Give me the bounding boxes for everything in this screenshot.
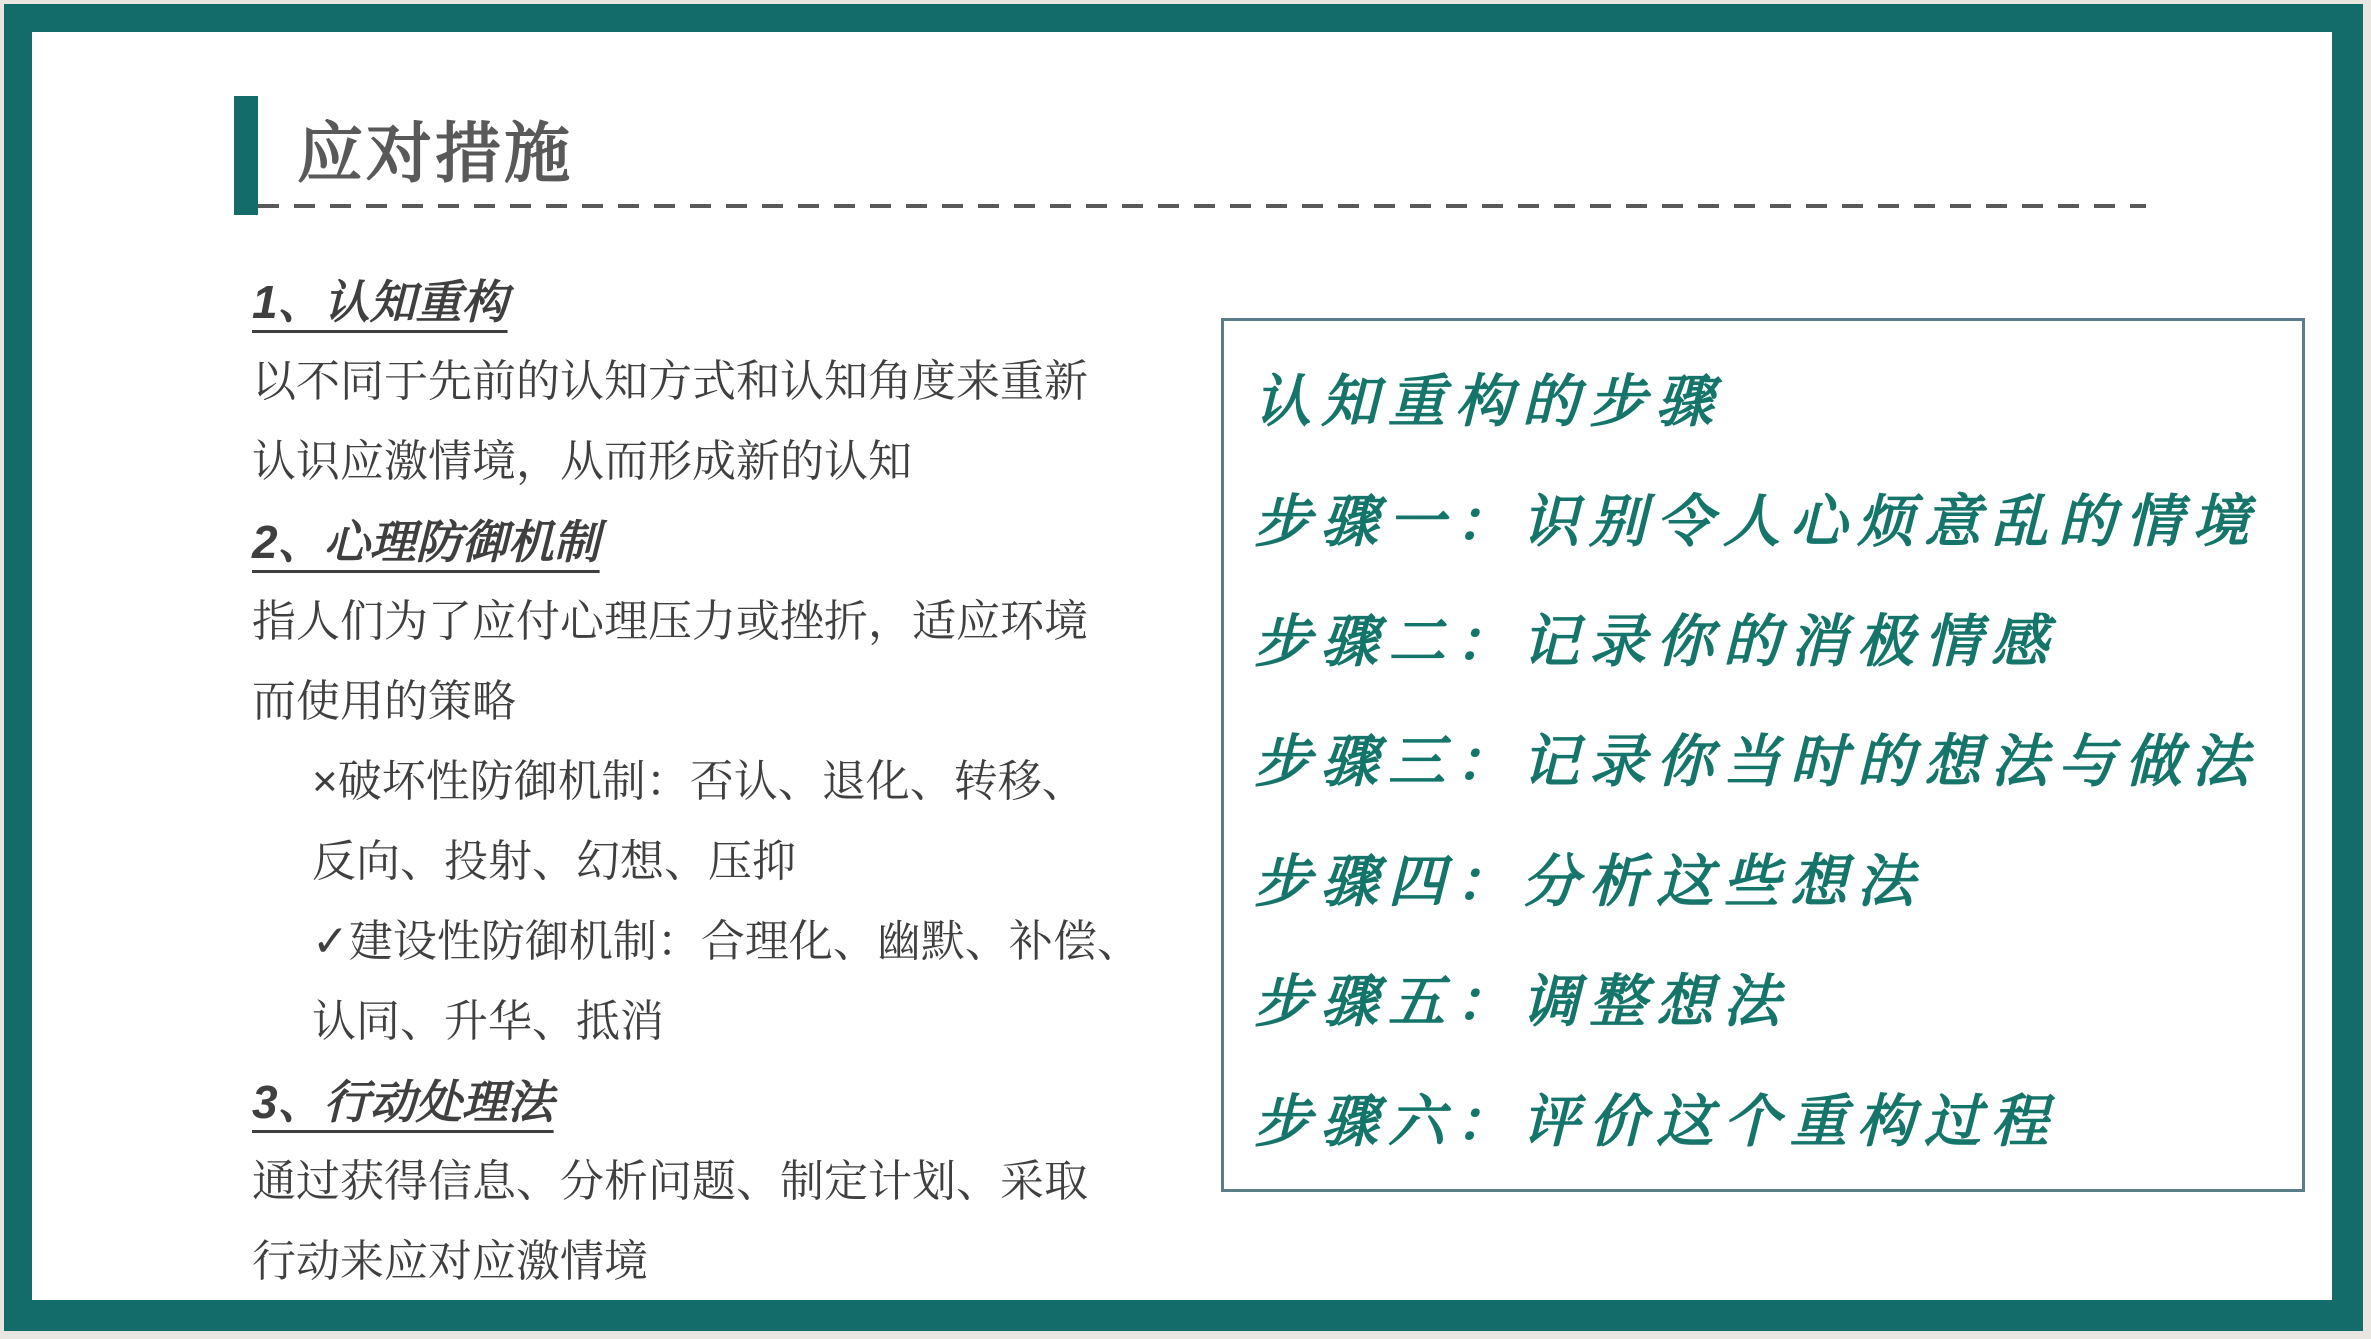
section-1-heading: 1、认知重构 [252,276,508,328]
title-accent-bar [234,96,258,215]
section-3-line: 通过获得信息、分析问题、制定计划、采取 [252,1157,1088,1206]
steps-box-title: 认知重构的步骤 [1254,371,1723,434]
section-3-heading: 3、行动处理法 [252,1076,554,1128]
content-column [252,262,1152,1302]
section-2-subline-destructive: ×破坏性防御机制：否认、退化、转移、 [312,757,1086,806]
step-2: 步骤二：记录你的消极情感 [1254,611,2058,674]
step-5: 步骤五：调整想法 [1254,971,1790,1034]
section-3-line: 行动来应对应激情境 [252,1237,648,1286]
step-3: 步骤三：记录你当时的想法与做法 [1254,731,2259,794]
step-1: 步骤一：识别令人心烦意乱的情境 [1254,491,2259,554]
section-2-line: 指人们为了应付心理压力或挫折，适应环境 [252,597,1088,646]
section-2-heading: 2、心理防御机制 [252,516,600,568]
section-2-subline: 认同、升华、抵消 [312,997,664,1046]
steps-box [1221,318,2305,1192]
section-1-line: 认识应激情境，从而形成新的认知 [252,437,912,486]
title-divider-dashed-line [258,204,2146,208]
section-2-subline-constructive: ✓建设性防御机制：合理化、幽默、补偿、 [312,917,1141,966]
section-2-subline: 反向、投射、幻想、压抑 [312,837,796,886]
step-6: 步骤六：评价这个重构过程 [1254,1091,2058,1154]
section-2-line: 而使用的策略 [252,677,516,726]
section-1-line: 以不同于先前的认知方式和认知角度来重新 [252,357,1088,406]
step-4: 步骤四：分析这些想法 [1254,851,1924,914]
page-title: 应对措施 [297,116,573,190]
